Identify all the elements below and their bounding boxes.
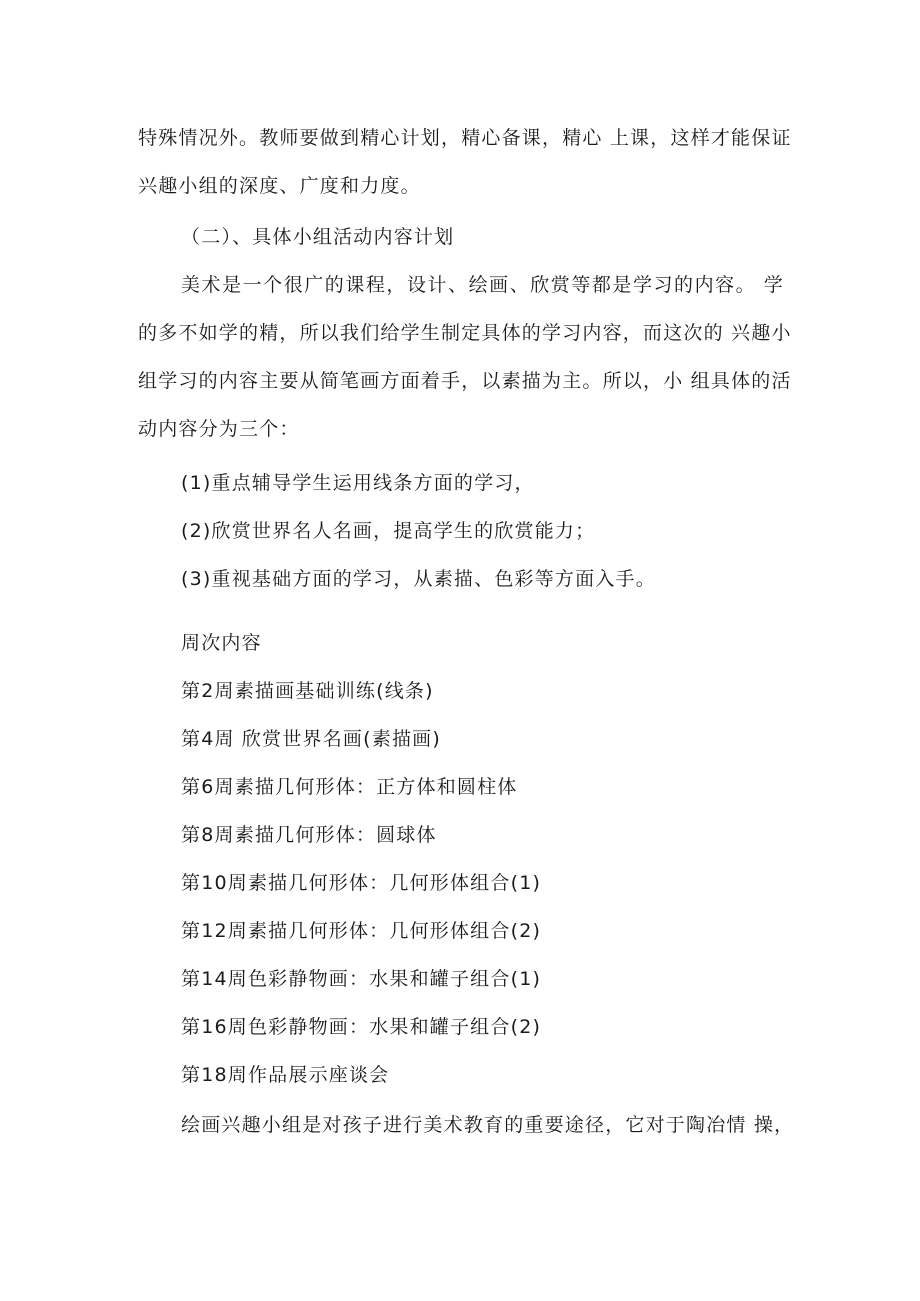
list-item: (3)重视基础方面的学习，从素描、色彩等方面入手。	[181, 568, 656, 590]
schedule-item: 第12周素描几何形体：几何形体组合(2)	[181, 920, 542, 942]
schedule-item: 第16周色彩静物画：水果和罐子组合(2)	[181, 1016, 542, 1038]
list-item: (2)欣赏世界名人名画，提高学生的欣赏能力；	[181, 520, 596, 542]
schedule-item: 第8周素描几何形体：圆球体	[181, 824, 437, 846]
schedule-item: 第4周 欣赏世界名画(素描画)	[181, 728, 441, 750]
paragraph-line: 美术是一个很广的课程，设计、绘画、欣赏等都是学习的内容。 学	[181, 274, 784, 296]
paragraph-line: 组学习的内容主要从简笔画方面着手，以素描为主。所以，小 组具体的活	[138, 370, 792, 392]
schedule-item: 第18周作品展示座谈会	[181, 1064, 390, 1086]
paragraph-line: 特殊情况外。教师要做到精心计划，精心备课，精心 上课，这样才能保证	[138, 127, 792, 149]
schedule-item: 第6周素描几何形体：正方体和圆柱体	[181, 776, 518, 798]
schedule-item: 第10周素描几何形体：几何形体组合(1)	[181, 872, 542, 894]
paragraph-line: 兴趣小组的深度、广度和力度。	[138, 175, 421, 197]
section-heading: （二）、具体小组活动内容计划	[181, 226, 455, 248]
schedule-item: 第14周色彩静物画：水果和罐子组合(1)	[181, 968, 542, 990]
schedule-item: 第2周素描画基础训练(线条)	[181, 680, 434, 702]
list-item: (1)重点辅导学生运用线条方面的学习，	[181, 472, 535, 494]
schedule-heading: 周次内容	[181, 632, 262, 654]
paragraph-line: 绘画兴趣小组是对孩子进行美术教育的重要途径，它对于陶冶情 操，	[181, 1114, 795, 1136]
paragraph-line: 的多不如学的精，所以我们给学生制定具体的学习内容，而这次的 兴趣小	[138, 322, 792, 344]
paragraph-line: 动内容分为三个：	[138, 418, 300, 440]
